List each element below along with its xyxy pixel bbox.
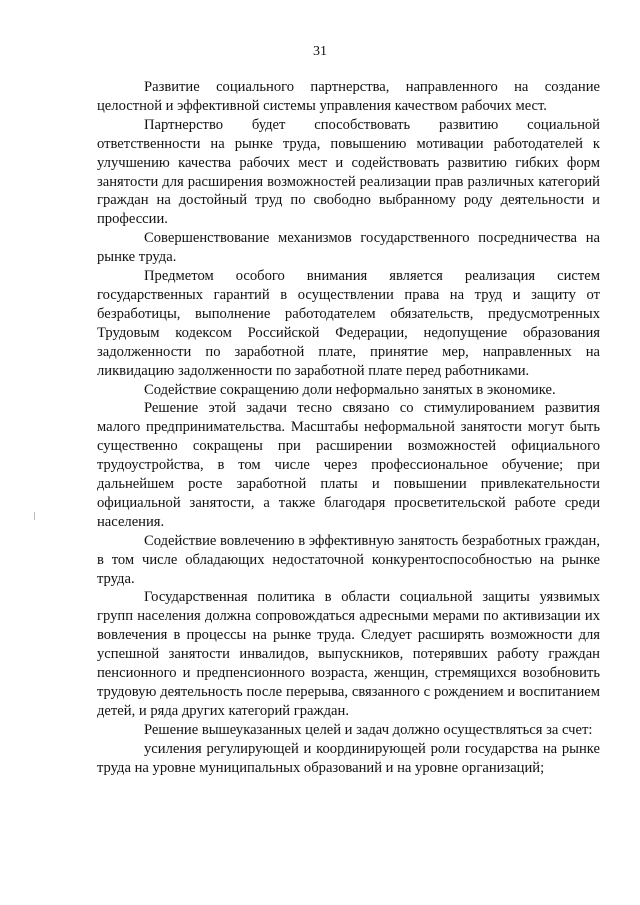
margin-mark <box>34 512 35 520</box>
paragraph-informal-employment: Содействие сокращению доли неформально занятых в экономике. <box>144 381 556 398</box>
paragraph-unemployed-involvement: Содействие вовлечению в эффективную занятость безработных граждан, в том числе обладающих недостаточной конкурентоспособностью на рынке труда. <box>97 532 600 587</box>
document-body <box>97 78 600 778</box>
paragraph-state-mediation: Совершенствование механизмов государственного посредничества на рынке труда. <box>97 230 600 266</box>
paragraph-goals-means: Решение вышеуказанных целей и задач должно осуществляться за счет: <box>144 721 593 738</box>
paragraph-vulnerable-groups: Государственная политика в области социальной защиты уязвимых групп населения должна сопровождаться адресными мерами по активизации их вовлечения в процессы на рынке труда. Следует расширять возможности для успешной занятости инвалидов, выпускников, потерявших работу граждан пенсионного и предпенсионного возраста, женщин, стремящихся возобновить трудовую деятельность после перерыва, связанного с рождением и воспитанием детей, и ряда других категорий граждан. <box>97 589 600 719</box>
paragraph-partnership-responsibility: Партнерство будет способствовать развитию социальной ответственности на рынке труда, повышению мотивации работодателей к улучшению качества рабочих мест и содействовать развитию гибких форм занятости для расширения возможностей реализации прав различных категорий граждан на достойный труд по свободно выбранному роду деятельности и профессии. <box>97 116 600 228</box>
paragraph-regulating-role: усиления регулирующей и координирующей роли государства на рынке труда на уровне муниципальных образований и на уровне организаций; <box>97 740 600 776</box>
paragraph-social-partnership: Развитие социального партнерства, направленного на создание целостной и эффективной системы управления качеством рабочих мест. <box>97 79 600 114</box>
paragraph-small-business: Решение этой задачи тесно связано со стимулированием развития малого предпринимательства. Масштабы неформальной занятости могут быть существенно сокращены при расширении возможностей официального трудоустройства, в том числе через профессиональное обучение; при дальнейшем росте заработной платы и повышении привлекательности официальной занятости, а также благодаря просветительской работе среди населения. <box>97 400 600 530</box>
paragraph-state-guarantees: Предметом особого внимания является реализация систем государственных гарантий в осуществлении права на труд и защиту от безработицы, выполнение работодателем обязательств, предусмотренных Трудовым кодексом Российской Федерации, недопущение образования задолженности по заработной плате, принятие мер, направленных на ликвидацию задолженности по заработной плате перед работниками. <box>97 268 600 379</box>
page-number: 31 <box>313 44 327 59</box>
